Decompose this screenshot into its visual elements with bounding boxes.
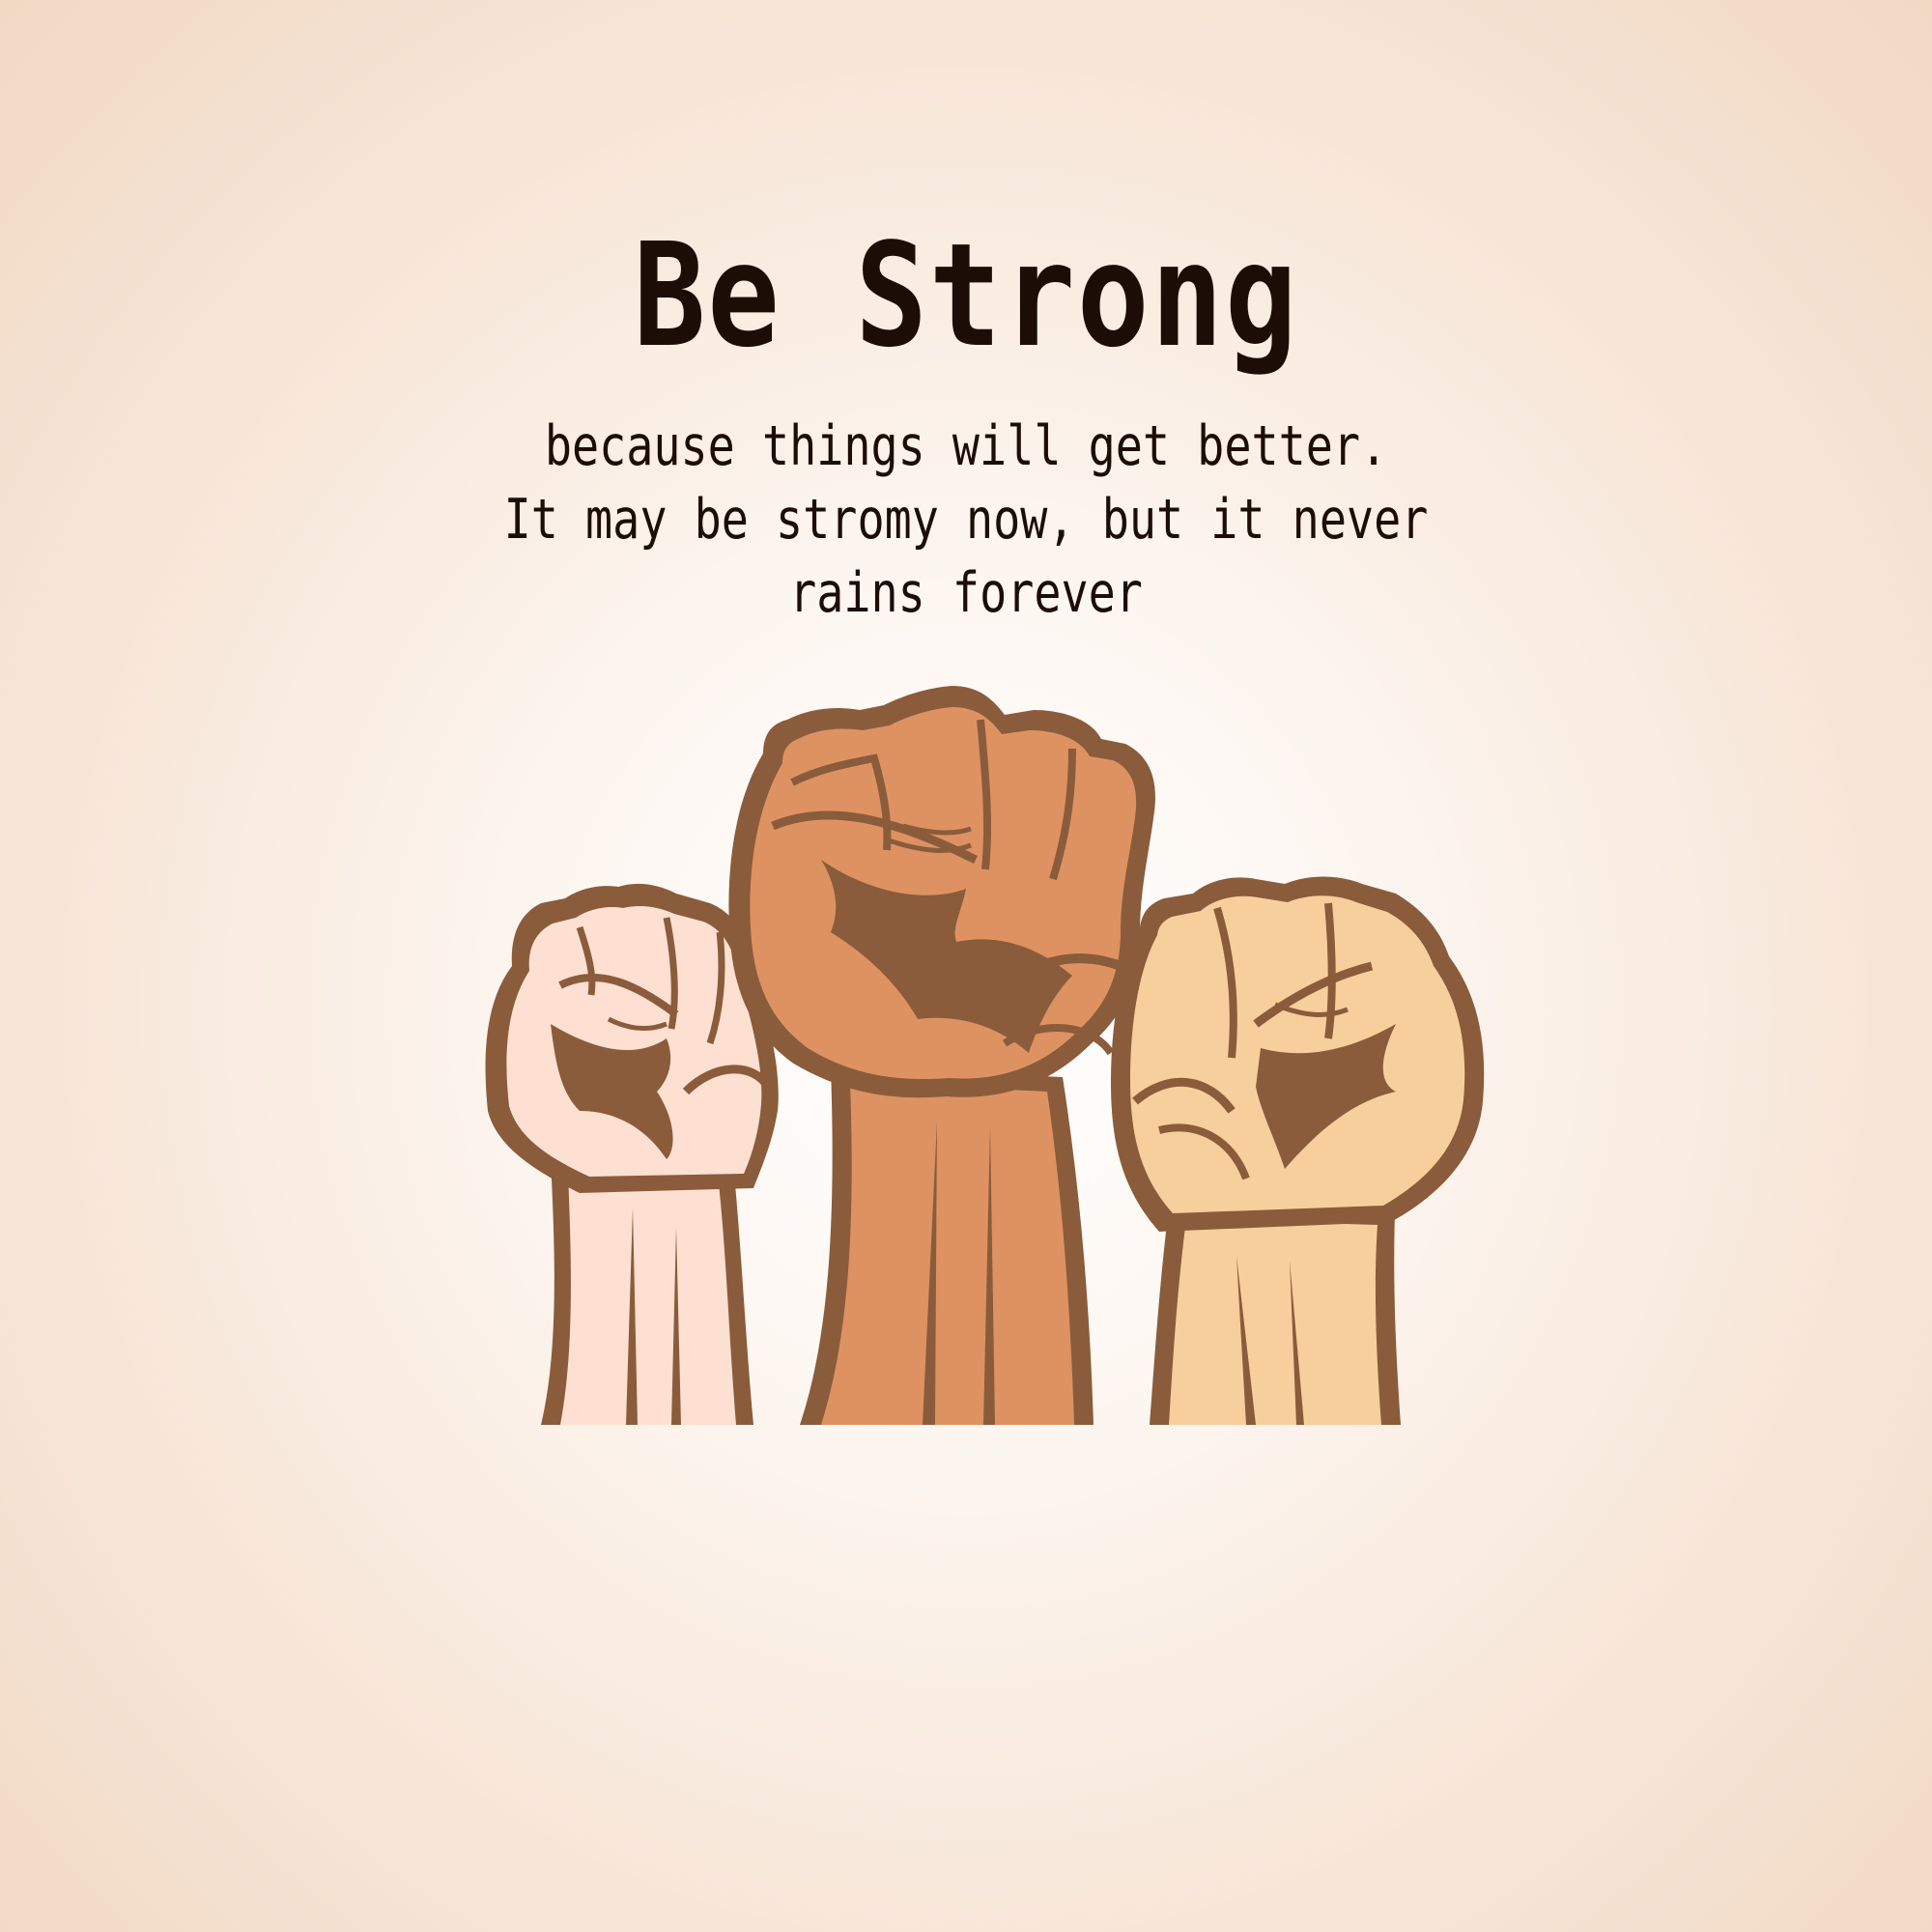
poster-title: Be Strong xyxy=(633,213,1299,379)
center-raised-fist-icon xyxy=(728,686,1155,1425)
right-raised-fist-icon xyxy=(1111,877,1484,1426)
quote-line-3: rains forever xyxy=(789,561,1143,625)
quote-line-1: because things will get better. xyxy=(544,414,1388,478)
quote-line-2: It may be stromy now, but it never xyxy=(503,488,1429,552)
